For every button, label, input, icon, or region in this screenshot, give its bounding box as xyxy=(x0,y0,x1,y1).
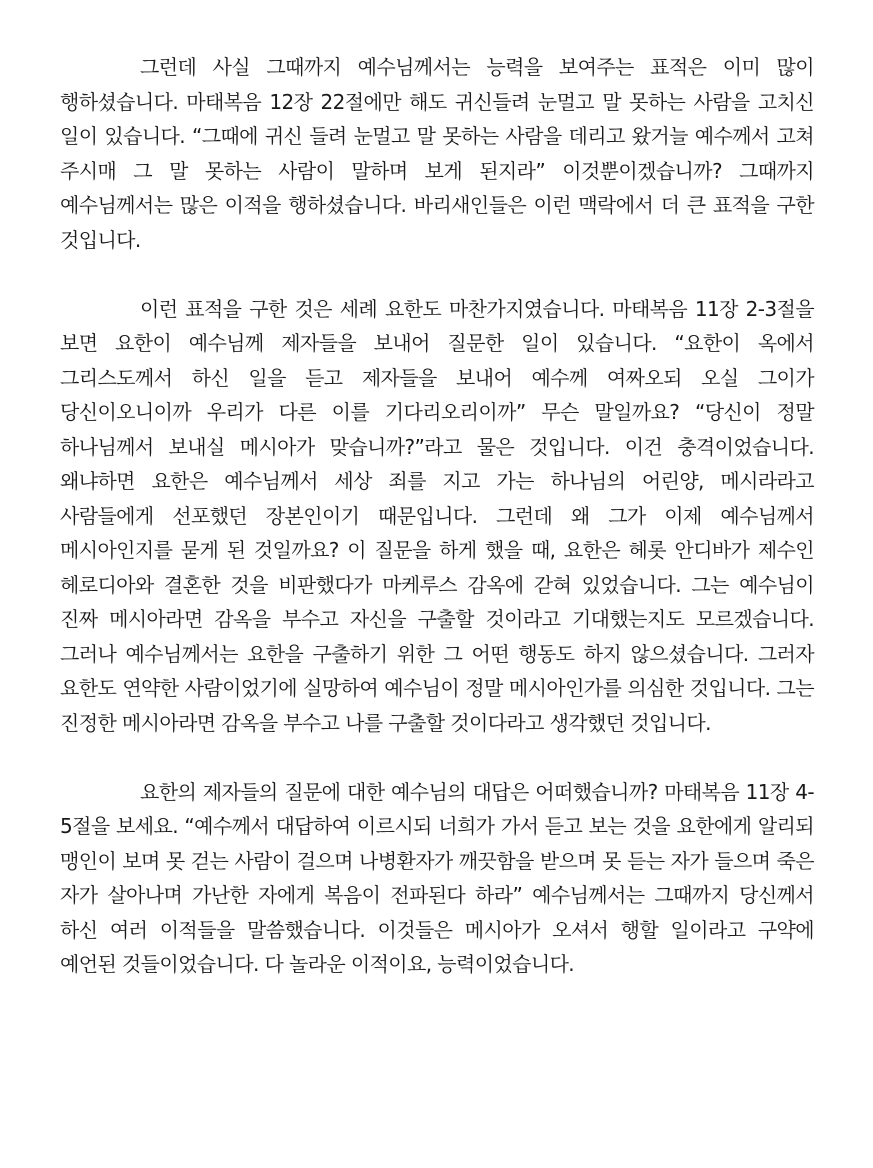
paragraph-2: 이런 표적을 구한 것은 세례 요한도 마찬가지였습니다. 마태복음 11장 2-3절을 보면 요한이 예수님께 제자들을 보내어 질문한 일이 있습니다. “요한이 옥에서 그리스도께서 하신 일을 듣고 제자들을 보내어 예수께 여짜오되 오실 그이가 당신이오니이까 우리가 다른 이를 기다리오리이까” 무슨 말일까요? “당신이 정말 하나님께서 보내실 메시아가 맞습니까?”라고 물은 것입니다. 이건 충격이었습니다. 왜냐하면 요한은 예수님께서 세상 죄를 지고 가는 하나님의 어린양, 메시라라고 사람들에게 선포했던 장본인이기 때문입니다. 그런데 왜 그가 이제 예수님께서 메시아인지를 묻게 된 것일까요? 이 질문을 하게 했을 때, 요한은 헤롯 안디바가 제수인 헤로디아와 결혼한 것을 비판했다가 마케루스 감옥에 갇혀 있었습니다. 그는 예수님이 진짜 메시아라면 감옥을 부수고 자신을 구출할 것이라고 기대했는지도 모르겠습니다. 그러나 예수님께서는 요한을 구출하기 위한 그 어떤 행동도 하지 않으셨습니다. 그러자 요한도 연약한 사람이었기에 실망하여 예수님이 정말 메시아인가를 의심한 것입니다. 그는 진정한 메시아라면 감옥을 부수고 나를 구출할 것이다라고 생각했던 것입니다. xyxy=(60,296,814,735)
paragraph-gap xyxy=(60,257,814,292)
document-page xyxy=(60,50,814,982)
paragraph-gap xyxy=(60,740,814,775)
paragraph-3: 요한의 제자들의 질문에 대한 예수님의 대답은 어떠했습니까? 마태복음 11장 4-5절을 보세요. “예수께서 대답하여 이르시되 너희가 가서 듣고 보는 것을 요한에게 알리되 맹인이 보며 못 걷는 사람이 걸으며 나병환자가 깨끗함을 받으며 못 듣는 자가 들으며 죽은 자가 살아나며 가난한 자에게 복음이 전파된다 하라” 예수님께서는 그때까지 당신께서 하신 여러 이적들을 말씀했습니다. 이것들은 메시아가 오셔서 행할 일이라고 구약에 예언된 것들이었습니다. 다 놀라운 이적이요, 능력이었습니다. xyxy=(60,779,814,976)
paragraph-1: 그런데 사실 그때까지 예수님께서는 능력을 보여주는 표적은 이미 많이 행하셨습니다. 마태복음 12장 22절에만 해도 귀신들려 눈멀고 말 못하는 사람을 고치신 일이 있습니다. “그때에 귀신 들려 눈멀고 말 못하는 사람을 데리고 왔거늘 예수께서 고쳐 주시매 그 말 못하는 사람이 말하며 보게 된지라” 이것뿐이겠습니까? 그때까지 예수님께서는 많은 이적을 행하셨습니다. 바리새인들은 이런 맥락에서 더 큰 표적을 구한 것입니다. xyxy=(60,55,814,252)
